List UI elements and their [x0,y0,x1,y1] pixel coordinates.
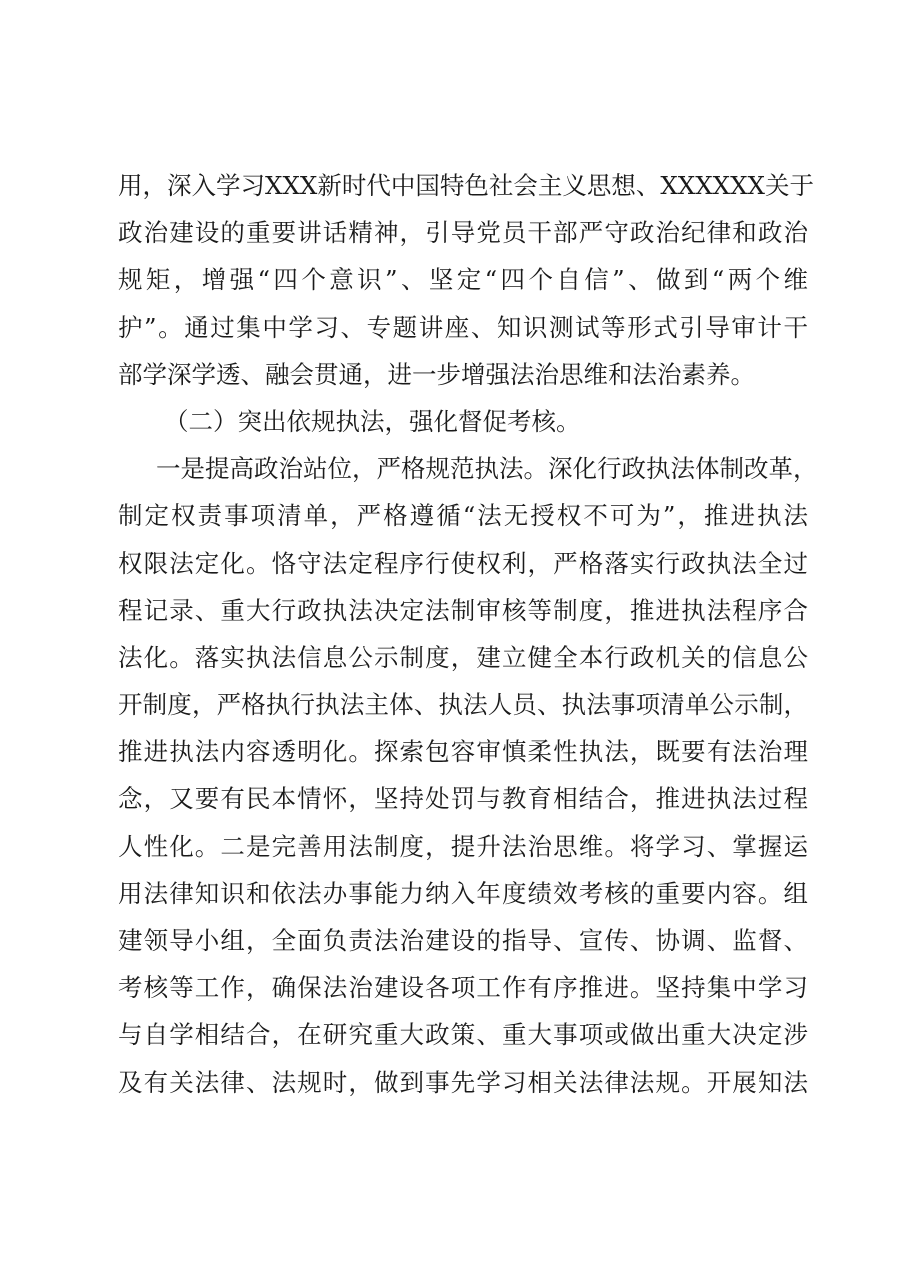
text-line: 及有关法律、法规时，做到事先学习相关法律法规。开展知法 [118,1067,808,1097]
text-line: 人性化。二是完善用法制度，提升法治思维。将学习、掌握运 [118,831,808,861]
text-line: 权限法定化。恪守法定程序行使权利，严格落实行政执法全过 [118,548,808,578]
text-line: 开制度，严格执行执法主体、执法人员、执法事项清单公示制， [118,690,808,720]
text-line: 考核等工作，确保法治建设各项工作有序推进。坚持集中学习 [118,973,808,1003]
text-line: 用法律知识和依法办事能力纳入年度绩效考核的重要内容。组 [118,878,808,908]
text-line: 法化。落实执法信息公示制度，建立健全本行政机关的信息公 [118,642,808,672]
text-line: 制定权责事项清单，严格遵循“法无授权不可为”，推进执法 [118,501,808,531]
document-body [118,162,818,1106]
text-line: 与自学相结合，在研究重大政策、重大事项或做出重大决定涉 [118,1020,808,1050]
text-line: 建领导小组，全面负责法治建设的指导、宣传、协调、监督、 [118,926,808,955]
text-line: 程记录、重大行政执法决定法制审核等制度，推进执法程序合 [118,595,808,625]
text-line: 用，深入学习XXX新时代中国特色社会主义思想、XXXXXX关于 [118,171,814,200]
text-line: 规矩，增强“四个意识”、坚定“四个自信”、做到“两个维 [118,265,808,295]
text-line: 护”。通过集中学习、专题讲座、知识测试等形式引导审计干 [118,312,808,342]
text-line: 念，又要有民本情怀，坚持处罚与教育相结合，推进执法过程 [118,784,808,814]
text-line: 推进执法内容透明化。探索包容审慎柔性执法，既要有法治理 [118,737,808,767]
paragraph-continuation [118,162,814,398]
text-line: 政治建设的重要讲话精神，引导党员干部严守政治纪律和政治 [118,218,808,248]
section-heading: （二）突出依规执法，强化督促考核。 [164,406,581,436]
text-line: 部学深学透、融会贯通，进一步增强法治思维和法治素养。 [118,359,755,389]
text-line: 一是提高政治站位，严格规范执法。深化行政执法体制改革， [156,454,818,484]
paragraph-body [118,445,818,1106]
